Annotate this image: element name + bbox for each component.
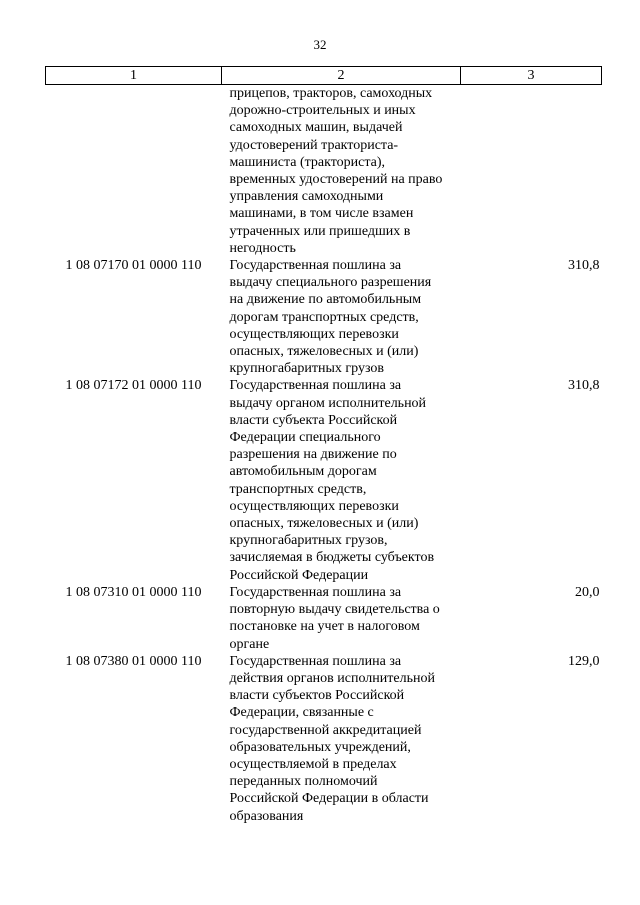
name-line: осуществляющих перевозки	[229, 326, 399, 342]
name-line: зачисляемая в бюджеты субъектов	[229, 550, 435, 566]
name-line: Федерации специального	[229, 430, 381, 446]
table-row	[46, 653, 602, 825]
row-amount: 20,0	[575, 584, 600, 600]
name-line: осуществляемой в пределах	[229, 756, 397, 772]
name-line: выдачу специального разрешения	[229, 275, 432, 291]
name-line: выдачу органом исполнительной	[229, 395, 427, 411]
name-line: удостоверений тракториста-	[229, 137, 399, 153]
name-line: власти субъектов Российской	[229, 688, 405, 704]
row-amount: 310,8	[568, 258, 600, 274]
revenue-table	[45, 66, 602, 825]
table-header	[46, 67, 602, 85]
table-row	[46, 377, 602, 583]
header-row	[46, 67, 602, 85]
name-line: на движение по автомобильным	[229, 292, 422, 308]
page-number: 32	[313, 37, 327, 52]
table-row	[46, 257, 602, 377]
name-line: образования	[229, 808, 304, 824]
row-name	[222, 377, 461, 583]
row-code: 1 08 07380 01 0000 110	[65, 653, 202, 669]
name-line: государственной аккредитацией	[229, 722, 422, 738]
row-amount	[461, 85, 602, 258]
name-line: крупногабаритных грузов,	[229, 533, 388, 549]
row-code: 1 08 07310 01 0000 110	[65, 584, 202, 600]
name-line: самоходных машин, выдачей	[229, 120, 403, 136]
row-code: 1 08 07172 01 0000 110	[65, 378, 202, 394]
name-line: органе	[229, 636, 270, 652]
row-name	[222, 257, 461, 377]
name-line: власти субъекта Российской	[229, 412, 398, 428]
name-line: образовательных учреждений,	[229, 739, 411, 755]
name-line: дорожно-строительных и иных	[229, 103, 416, 119]
table-row	[46, 584, 602, 653]
name-line: Государственная пошлина за	[229, 378, 402, 394]
name-line: Государственная пошлина за	[229, 653, 402, 669]
name-line: дорогам транспортных средств,	[229, 309, 419, 325]
name-line: постановке на учет в налоговом	[229, 619, 420, 635]
row-code: 1 08 07170 01 0000 110	[65, 258, 202, 274]
name-line: Федерации, связанные с	[229, 705, 374, 721]
row-amount: 129,0	[568, 653, 600, 669]
name-line: автомобильным дорогам	[229, 464, 377, 480]
name-line: осуществляющих перевозки	[229, 498, 399, 514]
name-line: Российской Федерации	[229, 567, 369, 583]
row-name	[222, 85, 461, 258]
name-line: временных удостоверений на право	[229, 172, 443, 188]
table-row	[46, 85, 602, 258]
name-line: прицепов, тракторов, самоходных	[229, 86, 433, 101]
name-line: Государственная пошлина за	[229, 258, 402, 274]
header-col-3: 3	[461, 67, 602, 85]
row-code	[46, 85, 222, 258]
name-line: крупногабаритных грузов	[229, 361, 385, 377]
name-line: транспортных средств,	[229, 481, 367, 497]
row-name	[222, 653, 461, 825]
table-body	[46, 85, 602, 825]
name-line: повторную выдачу свидетельства о	[229, 602, 440, 618]
name-line: действия органов исполнительной	[229, 670, 435, 686]
name-line: Государственная пошлина за	[229, 584, 402, 600]
name-line: опасных, тяжеловесных и (или)	[229, 344, 419, 360]
name-line: утраченных или пришедших в	[229, 223, 411, 239]
name-line: машиниста (тракториста),	[229, 154, 386, 170]
name-line: управления самоходными	[229, 189, 384, 205]
name-line: разрешения на движение по	[229, 447, 397, 463]
name-line: опасных, тяжеловесных и (или)	[229, 516, 419, 532]
name-line: негодность	[229, 240, 296, 256]
row-name	[222, 584, 461, 653]
name-line: машинами, в том числе взамен	[229, 206, 414, 222]
row-amount: 310,8	[568, 378, 600, 394]
header-col-1: 1	[46, 67, 222, 85]
name-line: Российской Федерации в области	[229, 791, 429, 807]
name-line: переданных полномочий	[229, 774, 378, 790]
header-col-2: 2	[222, 67, 461, 85]
